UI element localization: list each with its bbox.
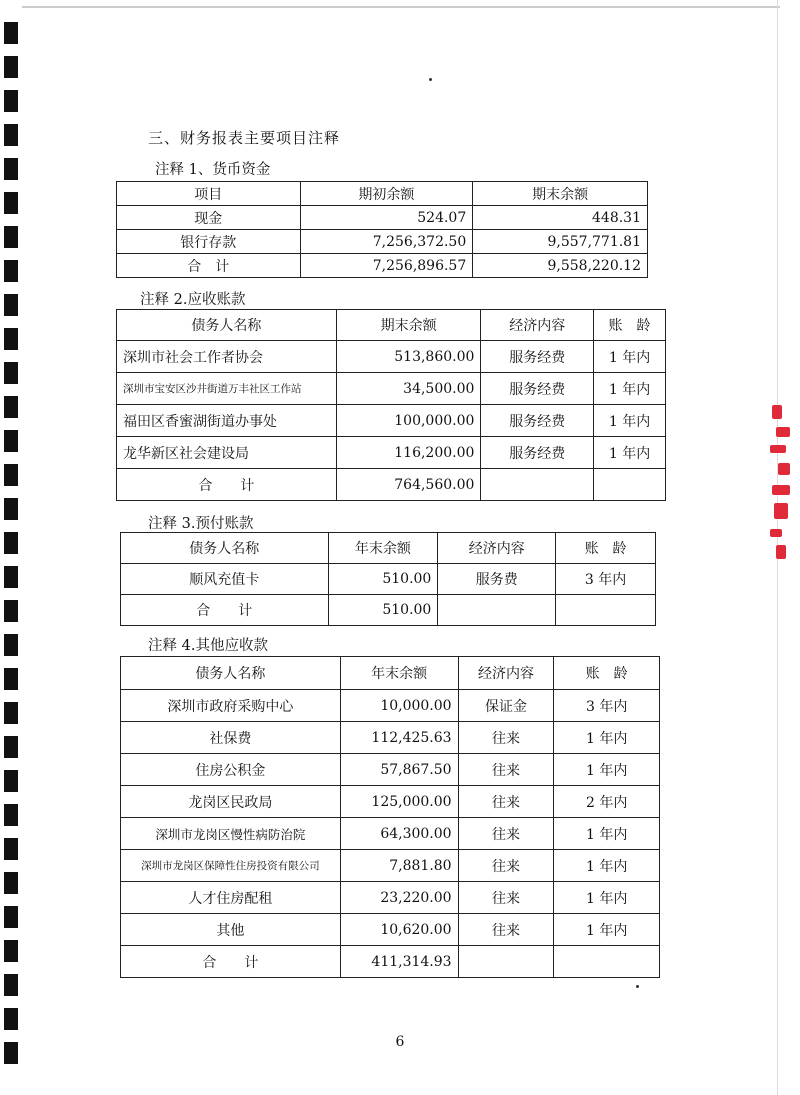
age-cell: 1 年内: [554, 882, 660, 914]
header-cell: 经济内容: [481, 310, 594, 341]
content-cell: 服务经费: [481, 341, 594, 373]
age-cell: 1 年内: [594, 341, 666, 373]
total-row: [117, 254, 648, 278]
total-label: 合 计: [121, 946, 341, 978]
total-amount: 510.00: [328, 595, 438, 626]
table-row: [121, 786, 660, 818]
table-header-row: [117, 182, 648, 206]
table-row: [121, 850, 660, 882]
debtor-cell: 住房公积金: [121, 754, 341, 786]
content-cell: 往来: [458, 786, 554, 818]
amount-cell: 9,557,771.81: [473, 230, 648, 254]
table-row: [117, 437, 666, 469]
content-cell: 往来: [458, 754, 554, 786]
seal-stamp-fragment: [766, 405, 794, 565]
amount-cell: 7,881.80: [340, 850, 458, 882]
header-cell: 债务人名称: [121, 657, 341, 690]
note1-table: [116, 181, 648, 278]
note3-table: [120, 532, 656, 626]
content-cell: 服务经费: [481, 437, 594, 469]
debtor-cell: 福田区香蜜湖街道办事处: [117, 405, 337, 437]
total-amount: 411,314.93: [340, 946, 458, 978]
total-label: 合 计: [121, 595, 329, 626]
header-cell: 经济内容: [458, 657, 554, 690]
total-label: 合 计: [117, 254, 301, 278]
header-cell: 年末余额: [328, 533, 438, 564]
age-cell: 1 年内: [594, 437, 666, 469]
table-row: [121, 882, 660, 914]
age-cell: 1 年内: [554, 722, 660, 754]
age-cell: 2 年内: [554, 786, 660, 818]
page-number: 6: [395, 1034, 405, 1050]
content-cell: 往来: [458, 818, 554, 850]
content-cell: 服务经费: [481, 373, 594, 405]
section-title: 三、财务报表主要项目注释: [148, 129, 341, 147]
table-row: [117, 373, 666, 405]
header-cell: 期末余额: [473, 182, 648, 206]
table-header-row: [117, 310, 666, 341]
header-cell: 项目: [117, 182, 301, 206]
total-row: [121, 595, 656, 626]
table-row: [121, 914, 660, 946]
table-row: [121, 754, 660, 786]
table-row: [117, 405, 666, 437]
header-cell: 年末余额: [340, 657, 458, 690]
amount-cell: 510.00: [328, 564, 438, 595]
total-row: [117, 469, 666, 501]
age-cell: 1 年内: [554, 818, 660, 850]
amount-cell: 448.31: [473, 206, 648, 230]
age-cell: 3 年内: [556, 564, 656, 595]
content-cell: 往来: [458, 850, 554, 882]
note3-title: 注释 3.预付账款: [148, 516, 254, 532]
table-row: [121, 690, 660, 722]
empty-cell: [458, 946, 554, 978]
note4-table: [120, 656, 660, 978]
content-cell: 往来: [458, 914, 554, 946]
empty-cell: [481, 469, 594, 501]
table-row: [117, 206, 648, 230]
total-row: [121, 946, 660, 978]
header-cell: 经济内容: [438, 533, 556, 564]
content-cell: 服务费: [438, 564, 556, 595]
header-cell: 期末余额: [336, 310, 481, 341]
content-cell: 服务经费: [481, 405, 594, 437]
note2-title: 注释 2.应收账款: [140, 292, 246, 308]
table-row: [117, 230, 648, 254]
age-cell: 3 年内: [554, 690, 660, 722]
table-header-row: [121, 657, 660, 690]
debtor-cell: 深圳市龙岗区慢性病防治院: [121, 818, 341, 850]
speck: [636, 985, 639, 988]
debtor-cell: 龙岗区民政局: [121, 786, 341, 818]
debtor-cell: 人才住房配租: [121, 882, 341, 914]
empty-cell: [554, 946, 660, 978]
total-amount: 764,560.00: [336, 469, 481, 501]
age-cell: 1 年内: [554, 754, 660, 786]
age-cell: 1 年内: [554, 914, 660, 946]
amount-cell: 10,000.00: [340, 690, 458, 722]
empty-cell: [556, 595, 656, 626]
debtor-cell: 深圳市政府采购中心: [121, 690, 341, 722]
note1-title: 注释 1、货币资金: [155, 162, 271, 178]
item-cell: 银行存款: [117, 230, 301, 254]
binding-holes: [0, 0, 22, 1095]
total-label: 合 计: [117, 469, 337, 501]
header-cell: 账 龄: [594, 310, 666, 341]
amount-cell: 23,220.00: [340, 882, 458, 914]
amount-cell: 116,200.00: [336, 437, 481, 469]
total-amount: 7,256,896.57: [300, 254, 473, 278]
amount-cell: 100,000.00: [336, 405, 481, 437]
table-header-row: [121, 533, 656, 564]
header-cell: 期初余额: [300, 182, 473, 206]
total-amount: 9,558,220.12: [473, 254, 648, 278]
debtor-cell: 深圳市宝安区沙井街道万丰社区工作站: [117, 373, 337, 405]
age-cell: 1 年内: [594, 405, 666, 437]
content-cell: 往来: [458, 882, 554, 914]
header-cell: 债务人名称: [117, 310, 337, 341]
note4-title: 注释 4.其他应收款: [148, 638, 268, 654]
age-cell: 1 年内: [554, 850, 660, 882]
table-row: [121, 818, 660, 850]
table-row: [121, 722, 660, 754]
amount-cell: 64,300.00: [340, 818, 458, 850]
content-cell: 保证金: [458, 690, 554, 722]
note2-table: [116, 309, 666, 501]
empty-cell: [438, 595, 556, 626]
empty-cell: [594, 469, 666, 501]
debtor-cell: 其他: [121, 914, 341, 946]
scan-edge-top: [22, 6, 780, 8]
header-cell: 账 龄: [556, 533, 656, 564]
amount-cell: 10,620.00: [340, 914, 458, 946]
item-cell: 现金: [117, 206, 301, 230]
debtor-cell: 顺风充值卡: [121, 564, 329, 595]
table-row: [117, 341, 666, 373]
age-cell: 1 年内: [594, 373, 666, 405]
debtor-cell: 深圳市社会工作者协会: [117, 341, 337, 373]
content-cell: 往来: [458, 722, 554, 754]
amount-cell: 524.07: [300, 206, 473, 230]
table-row: [121, 564, 656, 595]
amount-cell: 57,867.50: [340, 754, 458, 786]
amount-cell: 112,425.63: [340, 722, 458, 754]
debtor-cell: 龙华新区社会建设局: [117, 437, 337, 469]
header-cell: 债务人名称: [121, 533, 329, 564]
debtor-cell: 社保费: [121, 722, 341, 754]
amount-cell: 7,256,372.50: [300, 230, 473, 254]
amount-cell: 34,500.00: [336, 373, 481, 405]
amount-cell: 125,000.00: [340, 786, 458, 818]
debtor-cell: 深圳市龙岗区保障性住房投资有限公司: [121, 850, 341, 882]
speck: [429, 78, 432, 81]
amount-cell: 513,860.00: [336, 341, 481, 373]
header-cell: 账 龄: [554, 657, 660, 690]
